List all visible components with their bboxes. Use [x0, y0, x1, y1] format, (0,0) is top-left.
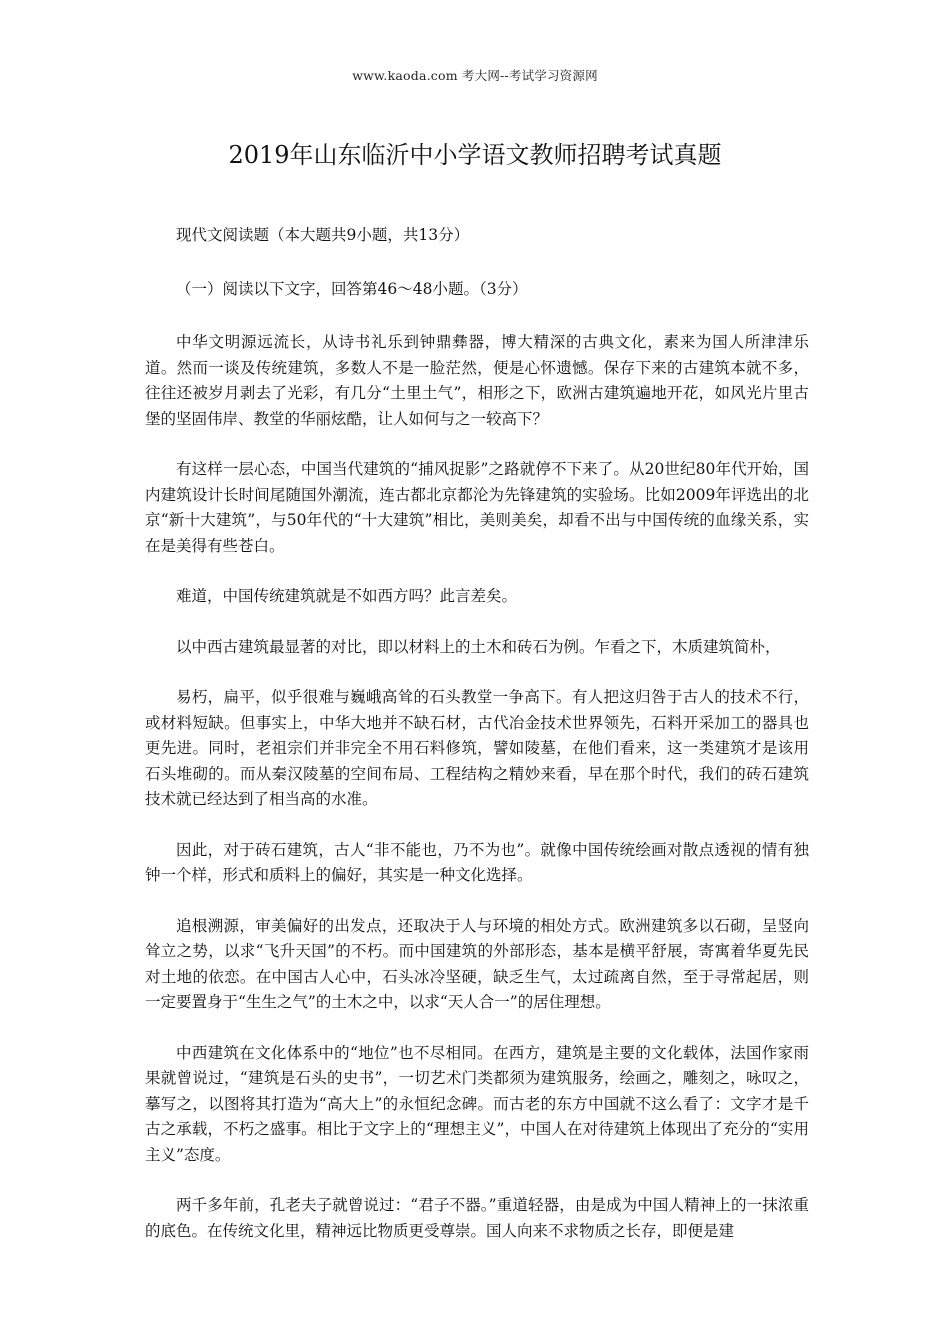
page-header: www.kaoda.com 考大网--考试学习资源网: [352, 68, 598, 83]
document-body: [145, 223, 809, 1269]
paragraph: 易朽，扁平，似乎很难与巍峨高耸的石头教堂一争高下。有人把这归咎于古人的技术不行，或材料短缺。但事实上，中华大地并不缺石材，古代冶金技术世界领先，石料开采加工的器具也更先进。同时，老祖宗们并非完全不用石料修筑，譬如陵墓，在他们看来，这一类建筑才是该用石头堆砌的。而从秦汉陵墓的空间布局、工程结构之精妙来看，早在那个时代，我们的砖石建筑技术就已经达到了相当高的水准。: [145, 688, 809, 808]
paragraph: 因此，对于砖石建筑，古人“非不能也，乃不为也”。就像中国传统绘画对散点透视的情有独钟一个样，形式和质料上的偏好，其实是一种文化选择。: [145, 840, 809, 884]
page-title: 2019年山东临沂中小学语文教师招聘考试真题: [228, 141, 722, 169]
paragraph: 有这样一层心态，中国当代建筑的“捕风捉影”之路就停不下来了。从20世纪80年代开始，国内建筑设计长时间尾随国外潮流，连古都北京都沦为先锋建筑的实验场。比如2009年评选出的北京“新十大建筑”，与50年代的“十大建筑”相比，美则美矣，却看不出与中国传统的血缘关系，实在是美得有些苍白。: [145, 460, 809, 555]
paragraph: 中华文明源远流长，从诗书礼乐到钟鼎彝器，博大精深的古典文化，素来为国人所津津乐道。然而一谈及传统建筑，多数人不是一脸茫然，便是心怀遗憾。保存下来的古建筑本就不多，往往还被岁月剥去了光彩，有几分“土里土气”，相形之下，欧洲古建筑遍地开花，如风光片里古堡的坚固伟岸、教堂的华丽炫酷，让人如何与之一较高下？: [145, 333, 809, 428]
paragraph: 难道，中国传统建筑就是不如西方吗？此言差矣。: [176, 587, 518, 605]
paragraph: 追根溯源，审美偏好的出发点，还取决于人与环境的相处方式。欧洲建筑多以石砌，呈竖向耸立之势，以求“飞升天国”的不朽。而中国建筑的外部形态，基本是横平舒展，寄寓着华夏先民对土地的依恋。在中国古人心中，石头冰冷坚硬，缺乏生气，太过疏离自然，至于寻常起居，则一定要置身于“生生之气”的土木之中，以求“天人合一”的居住理想。: [145, 916, 809, 1011]
paragraph: 中西建筑在文化体系中的“地位”也不尽相同。在西方，建筑是主要的文化载体，法国作家雨果就曾说过，“建筑是石头的史书”，一切艺术门类都须为建筑服务，绘画之，雕刻之，咏叹之，摹写之，以图将其打造为“高大上”的永恒纪念碑。而古老的东方中国就不这么看了：文字才是千古之承载，不朽之盛事。相比于文字上的“理想主义”，中国人在对待建筑上体现出了充分的“实用主义”态度。: [145, 1043, 809, 1164]
sub-heading: （一）阅读以下文字，回答第46～48小题。（3分）: [176, 279, 528, 298]
paragraph: 以中西古建筑最显著的对比，即以材料上的土木和砖石为例。乍看之下，木质建筑简朴，: [176, 637, 781, 656]
paragraph: 两千多年前，孔老夫子就曾说过：“君子不器。”重道轻器，由是成为中国人精神上的一抹浓重的底色。在传统文化里，精神远比物质更受尊崇。国人向来不求物质之长存，即便是建: [145, 1196, 809, 1240]
section-heading: 现代文阅读题（本大题共9小题，共13分）: [176, 226, 470, 244]
